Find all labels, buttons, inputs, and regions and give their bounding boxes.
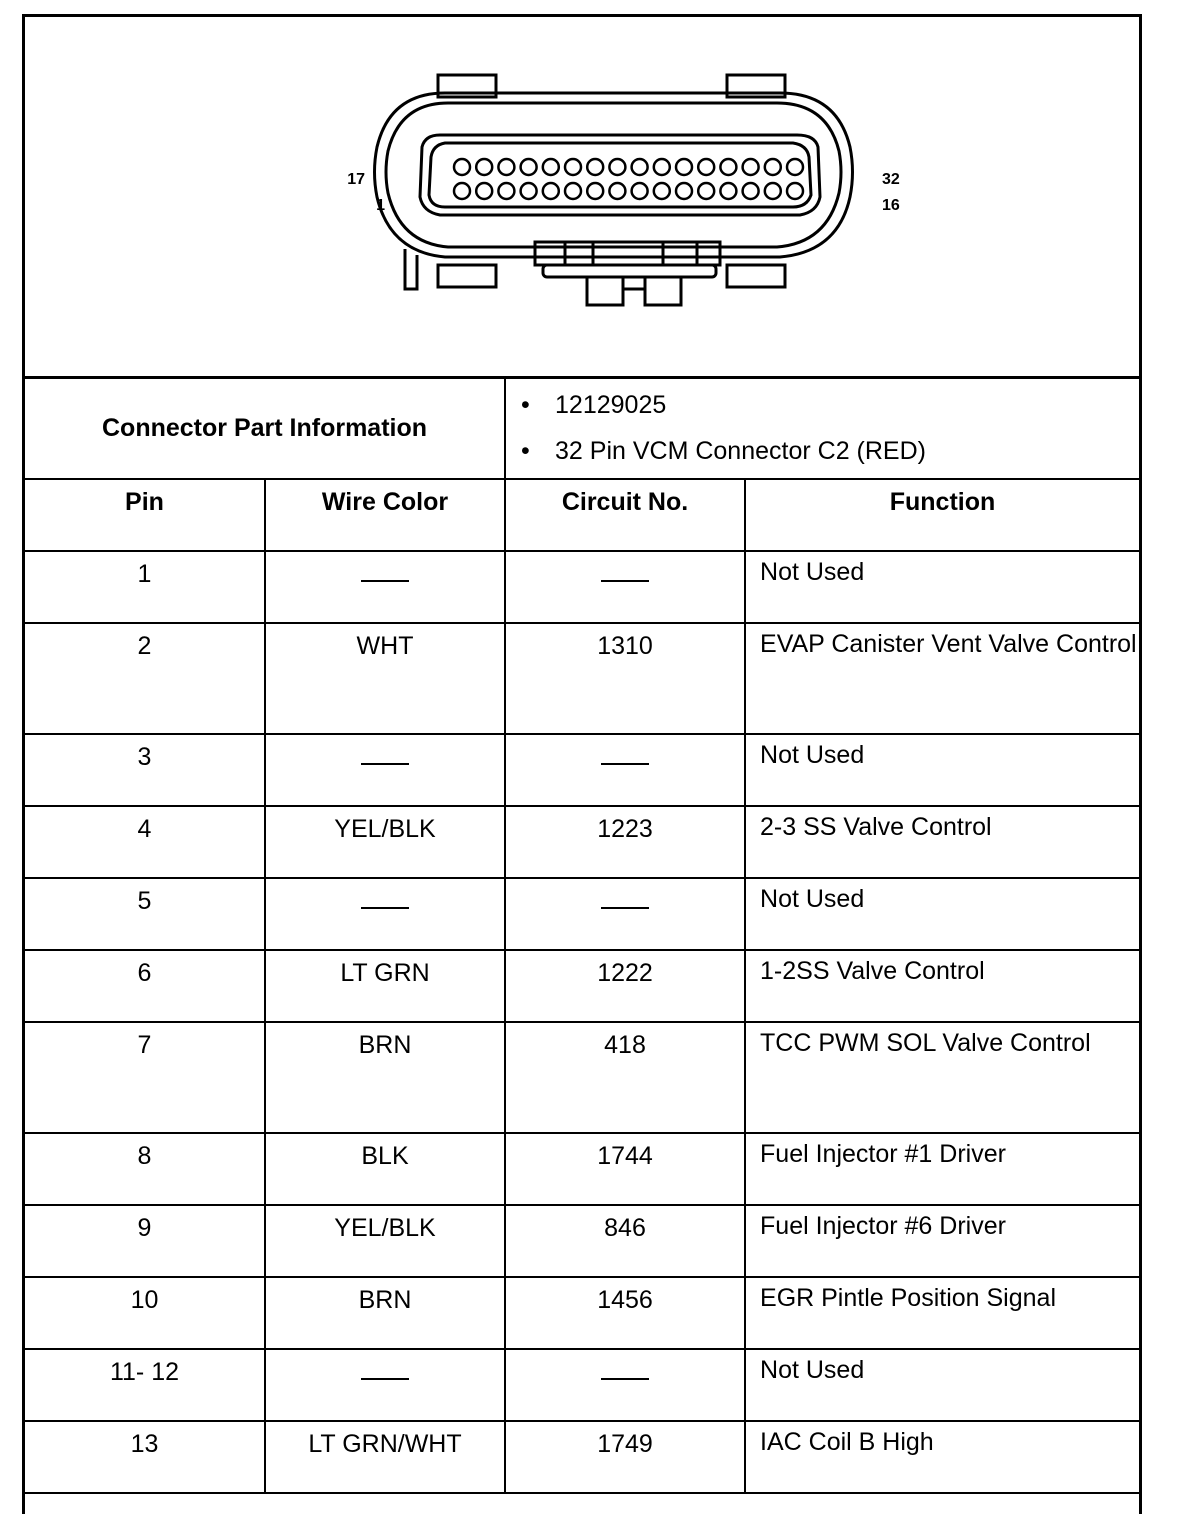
function-cell: IAC Coil B High xyxy=(745,1421,1139,1493)
pin-cavity xyxy=(765,159,781,175)
pin-cavity xyxy=(654,159,670,175)
connector-tab xyxy=(438,265,496,287)
pin-cavity xyxy=(676,183,692,199)
function-cell: EVAP Canister Vent Valve Control xyxy=(745,623,1139,734)
connector-diagram xyxy=(345,67,925,327)
pin-label-1: 1 xyxy=(376,197,385,214)
pin-cell: 10 xyxy=(25,1277,265,1349)
function-cell: Not Used xyxy=(745,878,1139,950)
empty-value-dash xyxy=(361,1360,409,1380)
pin-cavity xyxy=(543,159,559,175)
connector-diagram-panel xyxy=(25,17,1139,379)
pin-cavity xyxy=(587,159,603,175)
connector-info-label: Connector Part Information xyxy=(25,377,505,479)
document-frame xyxy=(22,14,1142,1514)
table-row xyxy=(25,1277,1139,1349)
pin-cavity xyxy=(609,183,625,199)
wire-color-cell: YEL/BLK xyxy=(265,806,505,878)
wire-color-cell: BRN xyxy=(265,1022,505,1133)
table-row xyxy=(25,551,1139,623)
connector-info-values xyxy=(505,377,1139,479)
circuit-cell: 1222 xyxy=(505,950,745,1022)
connector-info-row xyxy=(25,377,1139,479)
table-row xyxy=(25,950,1139,1022)
circuit-cell: 1223 xyxy=(505,806,745,878)
circuit-cell: 1744 xyxy=(505,1133,745,1205)
pin-cavity xyxy=(698,183,714,199)
pin-label-32: 32 xyxy=(882,171,900,188)
pin-cavity xyxy=(720,183,736,199)
wire-color-cell xyxy=(265,551,505,623)
pin-cell: 5 xyxy=(25,878,265,950)
pin-cavity xyxy=(632,183,648,199)
pin-cavity xyxy=(632,159,648,175)
circuit-cell xyxy=(505,878,745,950)
table-row xyxy=(25,623,1139,734)
table-row xyxy=(25,1205,1139,1277)
header-pin: Pin xyxy=(25,479,265,551)
pin-cavity xyxy=(587,183,603,199)
pin-cell: 3 xyxy=(25,734,265,806)
pin-cavity xyxy=(609,159,625,175)
pin-cavity xyxy=(543,183,559,199)
empty-value-dash xyxy=(601,889,649,909)
pin-cavity xyxy=(454,183,470,199)
table-row xyxy=(25,878,1139,950)
pin-cavity xyxy=(787,183,803,199)
header-function: Function xyxy=(745,479,1139,551)
wire-color-cell: LT GRN xyxy=(265,950,505,1022)
pin-cavity xyxy=(787,159,803,175)
wire-color-cell xyxy=(265,878,505,950)
pin-cell: 1 xyxy=(25,551,265,623)
empty-value-dash xyxy=(601,745,649,765)
function-cell: EGR Pintle Position Signal xyxy=(745,1277,1139,1349)
circuit-cell xyxy=(505,734,745,806)
header-circuit: Circuit No. xyxy=(505,479,745,551)
table-row xyxy=(25,1022,1139,1133)
pin-cell: 11- 12 xyxy=(25,1349,265,1421)
pin-cavity xyxy=(720,159,736,175)
empty-value-dash xyxy=(361,562,409,582)
pin-label-17: 17 xyxy=(347,171,365,188)
function-cell: Fuel Injector #6 Driver xyxy=(745,1205,1139,1277)
pin-cavity xyxy=(565,159,581,175)
wire-color-cell: WHT xyxy=(265,623,505,734)
circuit-cell xyxy=(505,551,745,623)
pin-cavity xyxy=(498,183,514,199)
pin-cell: 7 xyxy=(25,1022,265,1133)
circuit-cell: 418 xyxy=(505,1022,745,1133)
wire-color-cell xyxy=(265,734,505,806)
circuit-cell: 846 xyxy=(505,1205,745,1277)
wire-color-cell: YEL/BLK xyxy=(265,1205,505,1277)
empty-value-dash xyxy=(601,562,649,582)
connector-tab xyxy=(727,265,785,287)
pin-cavity xyxy=(521,183,537,199)
pin-cavity xyxy=(676,159,692,175)
wire-color-cell: BRN xyxy=(265,1277,505,1349)
pin-cell: 13 xyxy=(25,1421,265,1493)
header-wire-color: Wire Color xyxy=(265,479,505,551)
pin-label-16: 16 xyxy=(882,197,900,214)
pin-cavity xyxy=(698,159,714,175)
function-cell: Fuel Injector #1 Driver xyxy=(745,1133,1139,1205)
wire-color-cell: BLK xyxy=(265,1133,505,1205)
pin-cell: 9 xyxy=(25,1205,265,1277)
pin-cavity xyxy=(565,183,581,199)
part-number: • 12129025 xyxy=(521,382,1138,428)
pin-cell: 4 xyxy=(25,806,265,878)
pin-cavity xyxy=(454,159,470,175)
pin-cavity xyxy=(743,183,759,199)
pin-cell: 6 xyxy=(25,950,265,1022)
pin-cavity xyxy=(521,159,537,175)
pin-cavity xyxy=(654,183,670,199)
table-row xyxy=(25,734,1139,806)
pin-cavity xyxy=(476,183,492,199)
connector-description: • 32 Pin VCM Connector C2 (RED) xyxy=(521,428,1138,474)
pin-cavity xyxy=(498,159,514,175)
function-cell: TCC PWM SOL Valve Control xyxy=(745,1022,1139,1133)
pin-cell: 8 xyxy=(25,1133,265,1205)
table-header-row xyxy=(25,479,1139,551)
pin-cavity xyxy=(476,159,492,175)
function-cell: 1-2SS Valve Control xyxy=(745,950,1139,1022)
function-cell: Not Used xyxy=(745,734,1139,806)
table-row xyxy=(25,1349,1139,1421)
circuit-cell: 1456 xyxy=(505,1277,745,1349)
pin-cavity xyxy=(765,183,781,199)
table-row xyxy=(25,1421,1139,1493)
pin-cell: 2 xyxy=(25,623,265,734)
circuit-cell: 1749 xyxy=(505,1421,745,1493)
wire-color-cell xyxy=(265,1349,505,1421)
circuit-cell: 1310 xyxy=(505,623,745,734)
wire-color-cell: LT GRN/WHT xyxy=(265,1421,505,1493)
empty-value-dash xyxy=(601,1360,649,1380)
circuit-cell xyxy=(505,1349,745,1421)
function-cell: 2-3 SS Valve Control xyxy=(745,806,1139,878)
table-row xyxy=(25,1133,1139,1205)
pinout-table xyxy=(25,376,1139,1494)
pin-cavity xyxy=(743,159,759,175)
function-cell: Not Used xyxy=(745,551,1139,623)
table-row xyxy=(25,806,1139,878)
function-cell: Not Used xyxy=(745,1349,1139,1421)
empty-value-dash xyxy=(361,889,409,909)
empty-value-dash xyxy=(361,745,409,765)
